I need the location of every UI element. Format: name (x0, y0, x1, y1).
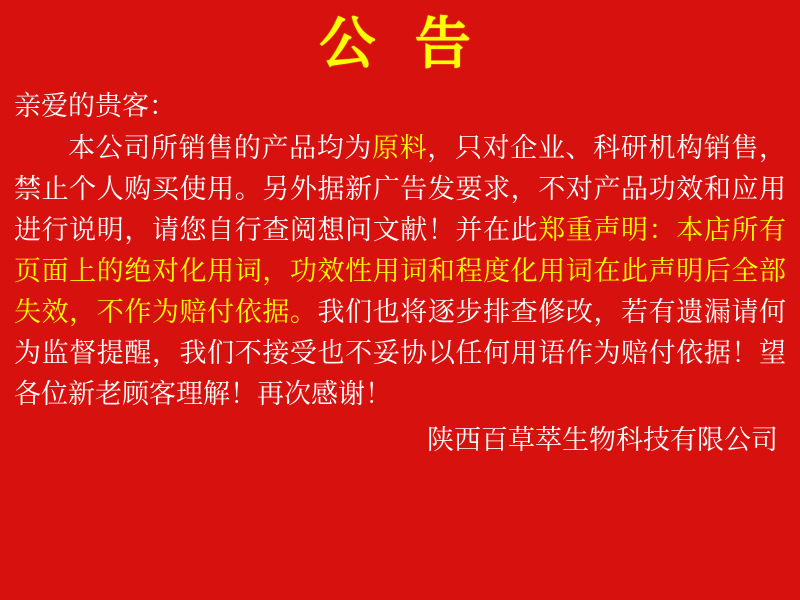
notice-paragraph (14, 128, 786, 415)
page-title: 公 告 (319, 12, 481, 77)
paragraph-segment-3: 我们也将逐步排查修改，若有遗漏请何为监督提醒，我们不接受也不妥协以任何用语作为赔付依据！望各位新老顾客理解！再次感谢！ (14, 296, 787, 410)
notice-body (0, 76, 800, 415)
paragraph-segment-1: 本公司所销售的产品均为 (68, 132, 373, 164)
paragraph-segment-2: ，只对企业、科研机构销售，禁止个人购买使用。另外据新广告发要求，不对产品功效和应用进行说明，请您自行查阅想问文献！并在此 (14, 132, 787, 246)
highlight-raw-material: 原料 (372, 132, 428, 164)
salutation: 亲爱的贵客： (14, 90, 176, 122)
highlight-solemn-statement: 郑重声明：本店所有页面上的绝对化用词，功效性用词和程度化用词在此声明后全部失效，不作为赔付依据。 (14, 214, 787, 328)
company-signature: 陕西百草萃生物科技有限公司 (427, 424, 778, 456)
